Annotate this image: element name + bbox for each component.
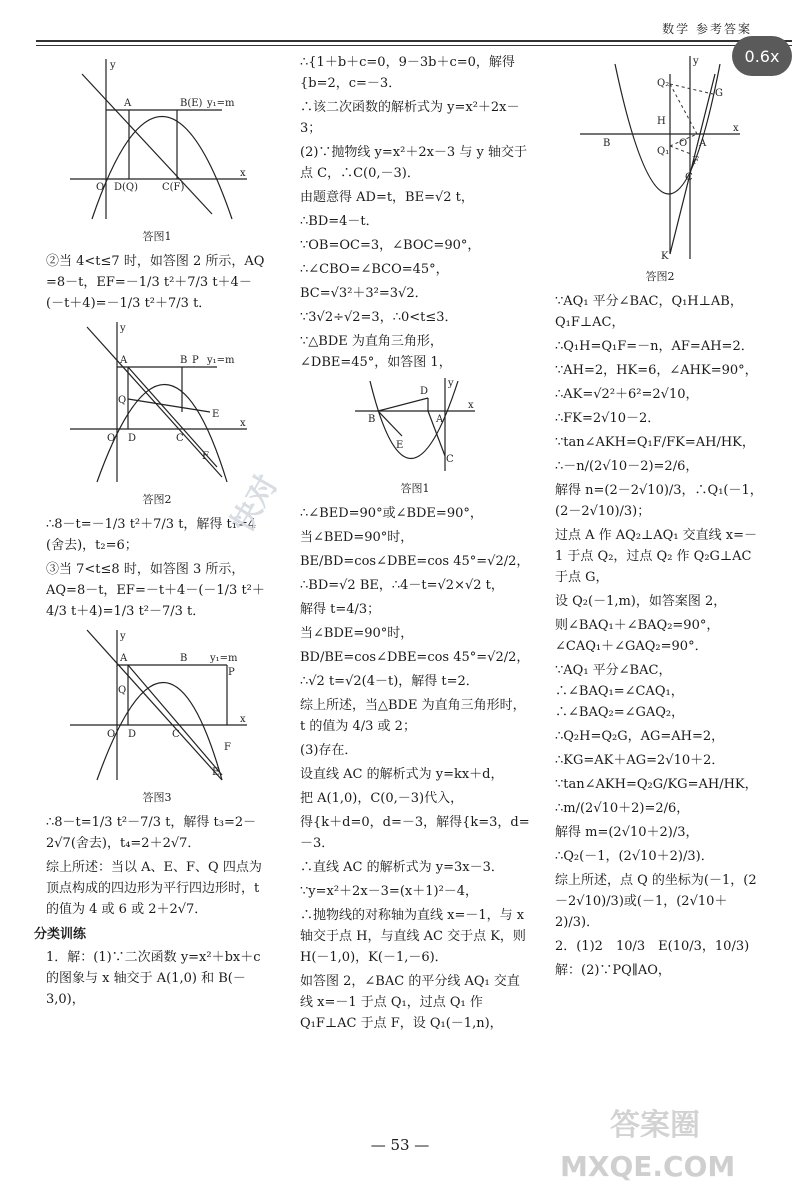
figure-caption-1: 答图1 (142, 230, 172, 243)
svg-text:y: y (120, 323, 126, 334)
svg-text:O: O (107, 729, 116, 740)
text-para: 综上所述：当以 A、E、F、Q 四点为顶点构成的四边形为平行四边形时，t 的值为 4 或 6 或 2＋2√7． (46, 860, 262, 917)
figure-answer-2-col1 (62, 317, 252, 487)
svg-text:B: B (603, 138, 611, 149)
figure-caption: 答图1 (400, 482, 430, 495)
page-header (36, 18, 792, 44)
text-para: 解得 m=(2√10＋2)/3， (555, 825, 699, 840)
svg-text:Q: Q (118, 395, 127, 406)
svg-text:F: F (224, 742, 231, 753)
svg-text:H: H (657, 116, 666, 127)
svg-text:A: A (120, 355, 128, 366)
header-subject: 数学 (662, 22, 691, 36)
figure-answer-1-col1 (62, 54, 252, 224)
text-para: ∴Q₂H=Q₂G，AG=AH=2， (555, 729, 725, 744)
text-para: ②当 4<t≤7 时，如答图 2 所示，AQ =8－t，EF=－1/3 t²＋7/3 t＋4－(－t＋4)=－1/3 t²＋7/3 t． (46, 254, 265, 311)
svg-text:Q₂: Q₂ (657, 78, 670, 89)
watermark-site-cn: 答案圈 (610, 1108, 700, 1143)
svg-text:E: E (212, 767, 220, 778)
text-para: ∴√2 t=√2(4－t)，解得 t=2． (300, 674, 479, 689)
playback-speed-badge[interactable]: 0.6x (732, 36, 792, 76)
text-para: 1．解：(1)∵二次函数 y=x²＋bx＋c 的图象与 x 轴交于 A(1,0) 和 B(－3,0)， (46, 950, 261, 1007)
header-rule (36, 40, 792, 46)
svg-text:C: C (446, 454, 454, 465)
text-para: ∴∠CBO=∠BCO=45°， (300, 262, 449, 277)
svg-text:B(E): B(E) (180, 98, 203, 109)
figure-answer-3-col1 (62, 625, 252, 785)
column-left (34, 52, 268, 1013)
svg-text:D: D (128, 729, 137, 740)
text-para: 则∠BAQ₁＋∠BAQ₂=90°，∠CAQ₁＋∠GAQ₂=90°． (555, 618, 720, 654)
svg-text:Q₁: Q₁ (657, 146, 670, 157)
watermark-brand: 快对 (224, 469, 286, 539)
svg-text:A: A (120, 653, 128, 664)
text-para: ∵y=x²＋2x－3=(x＋1)²－4， (300, 884, 479, 899)
text-para: ∴BD=4－t． (300, 214, 379, 229)
figure-caption: 答图2 (645, 270, 675, 283)
text-para: ∴KG=AK＋AG=2√10＋2． (555, 753, 725, 768)
svg-text:D(Q): D(Q) (114, 182, 139, 193)
svg-text:x: x (468, 400, 474, 411)
text-para: ∴该二次函数的解析式为 y=x²＋2x－3； (300, 100, 520, 136)
figure-answer-2-col3 (575, 54, 745, 264)
svg-text:C: C (685, 172, 693, 183)
svg-text:A: A (124, 98, 132, 109)
svg-text:y₁=m: y₁=m (210, 653, 238, 664)
text-para: ∴m/(2√10＋2)=2/6， (555, 801, 690, 816)
svg-text:A: A (699, 138, 707, 149)
svg-text:x: x (240, 168, 246, 179)
svg-text:y₁=m: y₁=m (207, 355, 235, 366)
text-para: ∴Q₂(－1，(2√10＋2)/3)． (555, 849, 714, 864)
text-para: ∴8－t=1/3 t²－7/3 t，解得 t₃=2－2√7(舍去)，t₄=2＋2√7． (46, 815, 257, 851)
text-para: ∴直线 AC 的解析式为 y=3x－3． (300, 860, 504, 875)
svg-text:A: A (436, 414, 444, 425)
svg-text:x: x (240, 714, 246, 725)
text-para: ∴抛物线的对称轴为直线 x=－1，与 x 轴交于点 H，与直线 AC 交于点 K，则 H(－1,0)，K(－1,－6)． (300, 908, 526, 965)
text-para: ∴8－t=－1/3 t²＋7/3 t，解得 t₁=4 (舍去)，t₂=6； (46, 517, 257, 553)
text-para: 综上所述，当△BDE 为直角三角形时，t 的值为 4/3 或 2； (300, 698, 526, 734)
text-para: 过点 A 作 AQ₂⊥AQ₁ 交直线 x=－1 于点 Q₂，过点 Q₂ 作 Q₂G⊥AC 于点 G， (555, 528, 758, 585)
svg-text:Q: Q (118, 685, 127, 696)
figure-caption-3: 答图3 (142, 791, 172, 804)
svg-text:y: y (448, 378, 454, 389)
text-para: ∴－n/(2√10－2)=2/6， (555, 459, 699, 474)
text-para: 当∠BED=90°时， (300, 530, 414, 545)
text-para: 解得 n=(2－2√10)/3，∴Q₁(－1，(2－2√10)/3)； (555, 483, 763, 519)
text-para: ∴BD=√2 BE，∴4－t=√2×√2 t， (300, 578, 504, 593)
text-para: 2．(1)2 10/3 E(10/3，10/3) (555, 939, 750, 954)
text-para: ∵tan∠AKH=Q₂G/KG=AH/HK， (555, 777, 758, 792)
svg-text:x: x (240, 418, 246, 429)
text-para: BD/BE=cos∠DBE=cos 45°=√2/2， (300, 650, 530, 665)
svg-text:y: y (110, 60, 116, 71)
text-para: ∴∠BED=90°或∠BDE=90°， (300, 506, 483, 521)
svg-text:y₁=m: y₁=m (207, 98, 235, 109)
svg-text:D: D (420, 386, 429, 397)
svg-text:G: G (715, 88, 723, 99)
text-para: 综上所述，点 Q 的坐标为(－1，(2－2√10)/3)或(－1，(2√10＋2)/3)． (555, 873, 757, 930)
svg-text:x: x (733, 123, 739, 134)
text-para: 解得 t=4/3； (300, 602, 381, 617)
text-para: 如答图 2，∠BAC 的平分线 AQ₁ 交直线 x=－1 于点 Q₁，过点 Q₁ 作 Q₁F⊥AC 于点 F，设 Q₁(－1,n)， (300, 974, 520, 1031)
page-number: — 53 — (370, 1136, 430, 1154)
svg-text:D: D (128, 433, 137, 444)
text-para: (3)存在． (300, 743, 358, 758)
text-para: BC=√3²＋3²=3√2． (300, 286, 428, 301)
watermark-site: MXQE.COM (560, 1150, 736, 1183)
text-para: 当∠BDE=90°时， (300, 626, 414, 641)
figure-answer-1-col2 (350, 376, 480, 476)
text-para: 得{k＋d=0，d=－3，解得{k=3，d=－3． (300, 815, 530, 851)
text-para: ∵AH=2，HK=6，∠AHK=90°， (555, 363, 758, 378)
svg-text:P: P (228, 667, 235, 678)
text-para: ∵OB=OC=3，∠BOC=90°， (300, 238, 481, 253)
svg-text:O: O (107, 433, 116, 444)
svg-text:B: B (368, 414, 376, 425)
svg-text:C: C (176, 433, 184, 444)
svg-text:F: F (692, 156, 699, 167)
column-middle (300, 52, 530, 1037)
text-para: 由题意得 AD=t，BE=√2 t， (300, 190, 474, 205)
text-para: ∵△BDE 为直角三角形，∠DBE=45°，如答图 1， (300, 334, 452, 370)
text-para: ∵tan∠AKH=Q₁F/FK=AH/HK， (555, 435, 755, 450)
svg-text:y: y (120, 631, 126, 642)
svg-text:B: B (180, 355, 188, 366)
svg-text:F: F (202, 451, 209, 462)
text-para: ③当 7<t≤8 时，如答图 3 所示，AQ=8－t，EF=－t＋4－(－1/3 t²＋4/3 t＋4)=1/3 t²－7/3 t． (46, 562, 265, 619)
text-para: ∴Q₁H=Q₁F=－n，AF=AH=2． (555, 339, 754, 354)
svg-text:C: C (172, 729, 180, 740)
text-para: BE/BD=cos∠DBE=cos 45°=√2/2， (300, 554, 530, 569)
svg-text:P: P (192, 355, 199, 366)
text-para: ∵AQ₁ 平分∠BAC，∴∠BAQ₁=∠CAQ₁，∴∠BAQ₂=∠GAQ₂， (555, 663, 685, 720)
svg-text:C(F): C(F) (162, 182, 185, 193)
text-para: 设 Q₂(－1,m)，如答案图 2， (555, 594, 727, 609)
svg-text:O: O (96, 182, 105, 193)
text-para: ∴AK=√2²＋6²=2√10， (555, 387, 699, 402)
text-para: ∴{1＋b＋c=0，9－3b＋c=0，解得{b=2，c=－3． (300, 55, 515, 91)
svg-text:O: O (679, 138, 688, 149)
svg-text:B: B (180, 653, 188, 664)
text-para: 设直线 AC 的解析式为 y=kx＋d， (300, 767, 504, 782)
svg-text:E: E (212, 409, 220, 420)
text-para: 解：(2)∵PQ∥AO， (555, 963, 671, 978)
text-para: ∴FK=2√10－2． (555, 411, 661, 426)
text-para: (2)∵抛物线 y=x²＋2x－3 与 y 轴交于点 C，∴C(0,－3)． (300, 145, 527, 181)
figure-caption-2: 答图2 (142, 493, 172, 506)
header-section: 参考答案 (695, 22, 752, 36)
column-right (555, 52, 765, 984)
svg-text:E: E (396, 440, 404, 451)
text-para: ∵3√2÷√2=3，∴0<t≤3． (300, 310, 458, 325)
svg-text:K: K (661, 251, 669, 262)
section-title: 分类训练 (34, 927, 87, 942)
text-para: 把 A(1,0)，C(0,－3)代入， (300, 791, 464, 806)
text-para: ∵AQ₁ 平分∠BAC，Q₁H⊥AB，Q₁F⊥AC， (555, 294, 743, 330)
svg-text:y: y (693, 56, 699, 67)
